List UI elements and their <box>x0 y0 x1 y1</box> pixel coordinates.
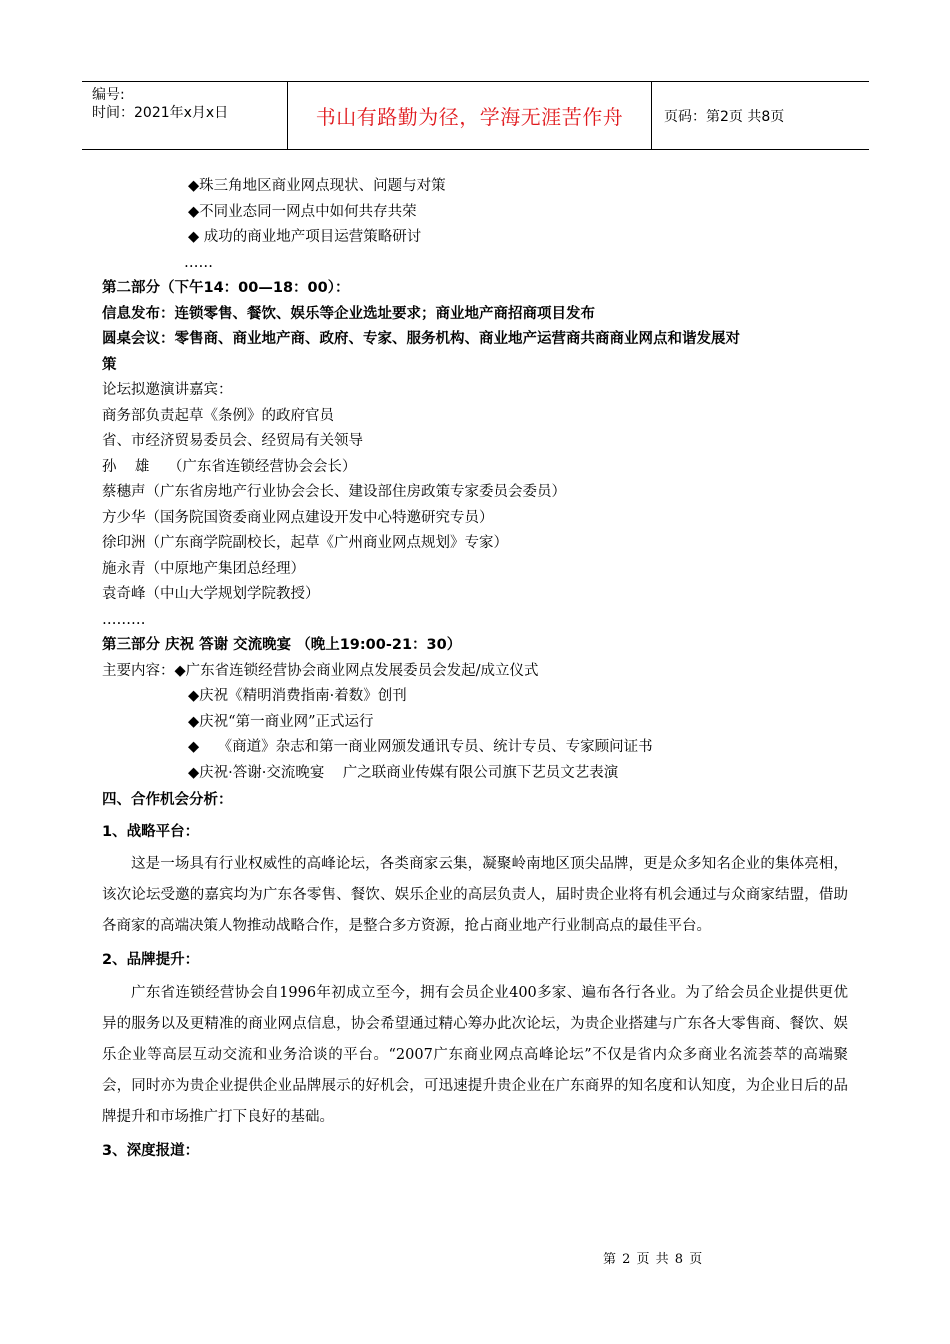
roundtable-line: 圆桌会议：零售商、商业地产商、政府、专家、服务机构、商业地产运营商共商商业网点和谐发展对 <box>102 331 740 347</box>
bullet-item: ◆ 成功的商业地产项目运营策略研讨 <box>188 229 422 245</box>
main-content-row <box>102 659 852 685</box>
main-item: ◆广东省连锁经营协会商业网点发展委员会发起/成立仪式 <box>174 662 539 679</box>
ellipsis: ……… <box>102 611 146 628</box>
ellipsis: …… <box>184 254 213 271</box>
header-motto: 书山有路勤为径，学海无涯苦作舟 <box>288 82 652 149</box>
roundtable-line-cont: 策 <box>102 356 117 373</box>
guest-item: 孙 雄 （广东省连锁经营协会会长） <box>102 458 357 475</box>
document-time-label: 时间：2021年x月x日 <box>92 105 229 121</box>
header-page-label: 页码：第2页 共8页 <box>664 108 785 125</box>
guests-intro: 论坛拟邀演讲嘉宾： <box>102 382 233 398</box>
section2-heading: 2、品牌提升： <box>102 952 200 968</box>
document-body <box>102 174 852 1164</box>
section1-paragraph: 这是一场具有行业权威性的高峰论坛，各类商家云集，凝聚岭南地区顶尖品牌，更是众多知名企业的集体亮相，该次论坛受邀的嘉宾均为广东各零售、餐饮、娱乐企业的高层负责人，届时贵企业将有机会通过与众商家结盟，借助各商家的高端决策人物推动战略合作，是整合多方资源，抢占商业地产行业制高点的最佳平台。 <box>102 856 848 934</box>
main-content-label: 主要内容： <box>102 662 175 679</box>
part3-heading: 第三部分 庆祝 答谢 交流晚宴 （晚上19:00-21：30） <box>102 637 462 653</box>
guest-item: 商务部负责起草《条例》的政府官员 <box>102 407 334 424</box>
main-item: ◆庆祝·答谢·交流晚宴 广之联商业传媒有限公司旗下艺员文艺表演 <box>188 764 619 781</box>
guest-item: 施永青（中原地产集团总经理） <box>102 560 305 577</box>
section1-heading: 1、战略平台： <box>102 823 200 840</box>
main-item: ◆ 《商道》杂志和第一商业网颁发通讯专员、统计专员、专家顾问证书 <box>188 739 653 755</box>
guest-item: 蔡穗声（广东省房地产行业协会会长、建设部住房政策专家委员会委员） <box>102 484 566 500</box>
section3-heading: 3、深度报道： <box>102 1142 200 1159</box>
section2-paragraph: 广东省连锁经营协会自1996年初成立至今，拥有会员企业400多家、遍布各行各业。为了给会员企业提供更优异的服务以及更精准的商业网点信息，协会希望通过精心筹办此次论坛，为贵企业搭建与广东各大零售商、餐饮、娱乐企业等高层互动交流和业务洽谈的平台。“2007广东商业网点高峰论坛”不仅是省内众多商业名流荟萃的高端聚会，同时亦为贵企业提供企业品牌展示的好机会，可迅速提升贵企业在广东商界的知名度和认知度，为企业日后的品牌提升和市场推广打下良好的基础。 <box>102 984 848 1125</box>
section4-heading: 四、合作机会分析： <box>102 792 233 808</box>
info-release-line: 信息发布：连锁零售、餐饮、娱乐等企业选址要求；商业地产商招商项目发布 <box>102 305 595 322</box>
guest-item: 徐印洲（广东商学院副校长，起草《广州商业网点规划》专家） <box>102 535 508 551</box>
guest-item: 方少华（国务院国资委商业网点建设开发中心特邀研究专员） <box>102 509 494 526</box>
footer-page-number: 第 2 页 共 8 页 <box>603 1252 704 1267</box>
page-header <box>82 81 869 150</box>
header-left-cell <box>82 82 288 149</box>
bullet-item: ◆珠三角地区商业网点现状、问题与对策 <box>188 178 446 194</box>
document-number-label: 编号: <box>92 87 125 103</box>
guest-item: 省、市经济贸易委员会、经贸局有关领导 <box>102 433 363 449</box>
main-item: ◆庆祝“第一商业网”正式运行 <box>188 713 374 730</box>
part2-heading: 第二部分（下午14：00—18：00）： <box>102 280 350 296</box>
bullet-item: ◆不同业态同一网点中如何共存共荣 <box>188 203 417 220</box>
guest-item: 袁奇峰（中山大学规划学院教授） <box>102 586 320 602</box>
main-item: ◆庆祝《精明消费指南·着数》创刊 <box>188 688 407 704</box>
